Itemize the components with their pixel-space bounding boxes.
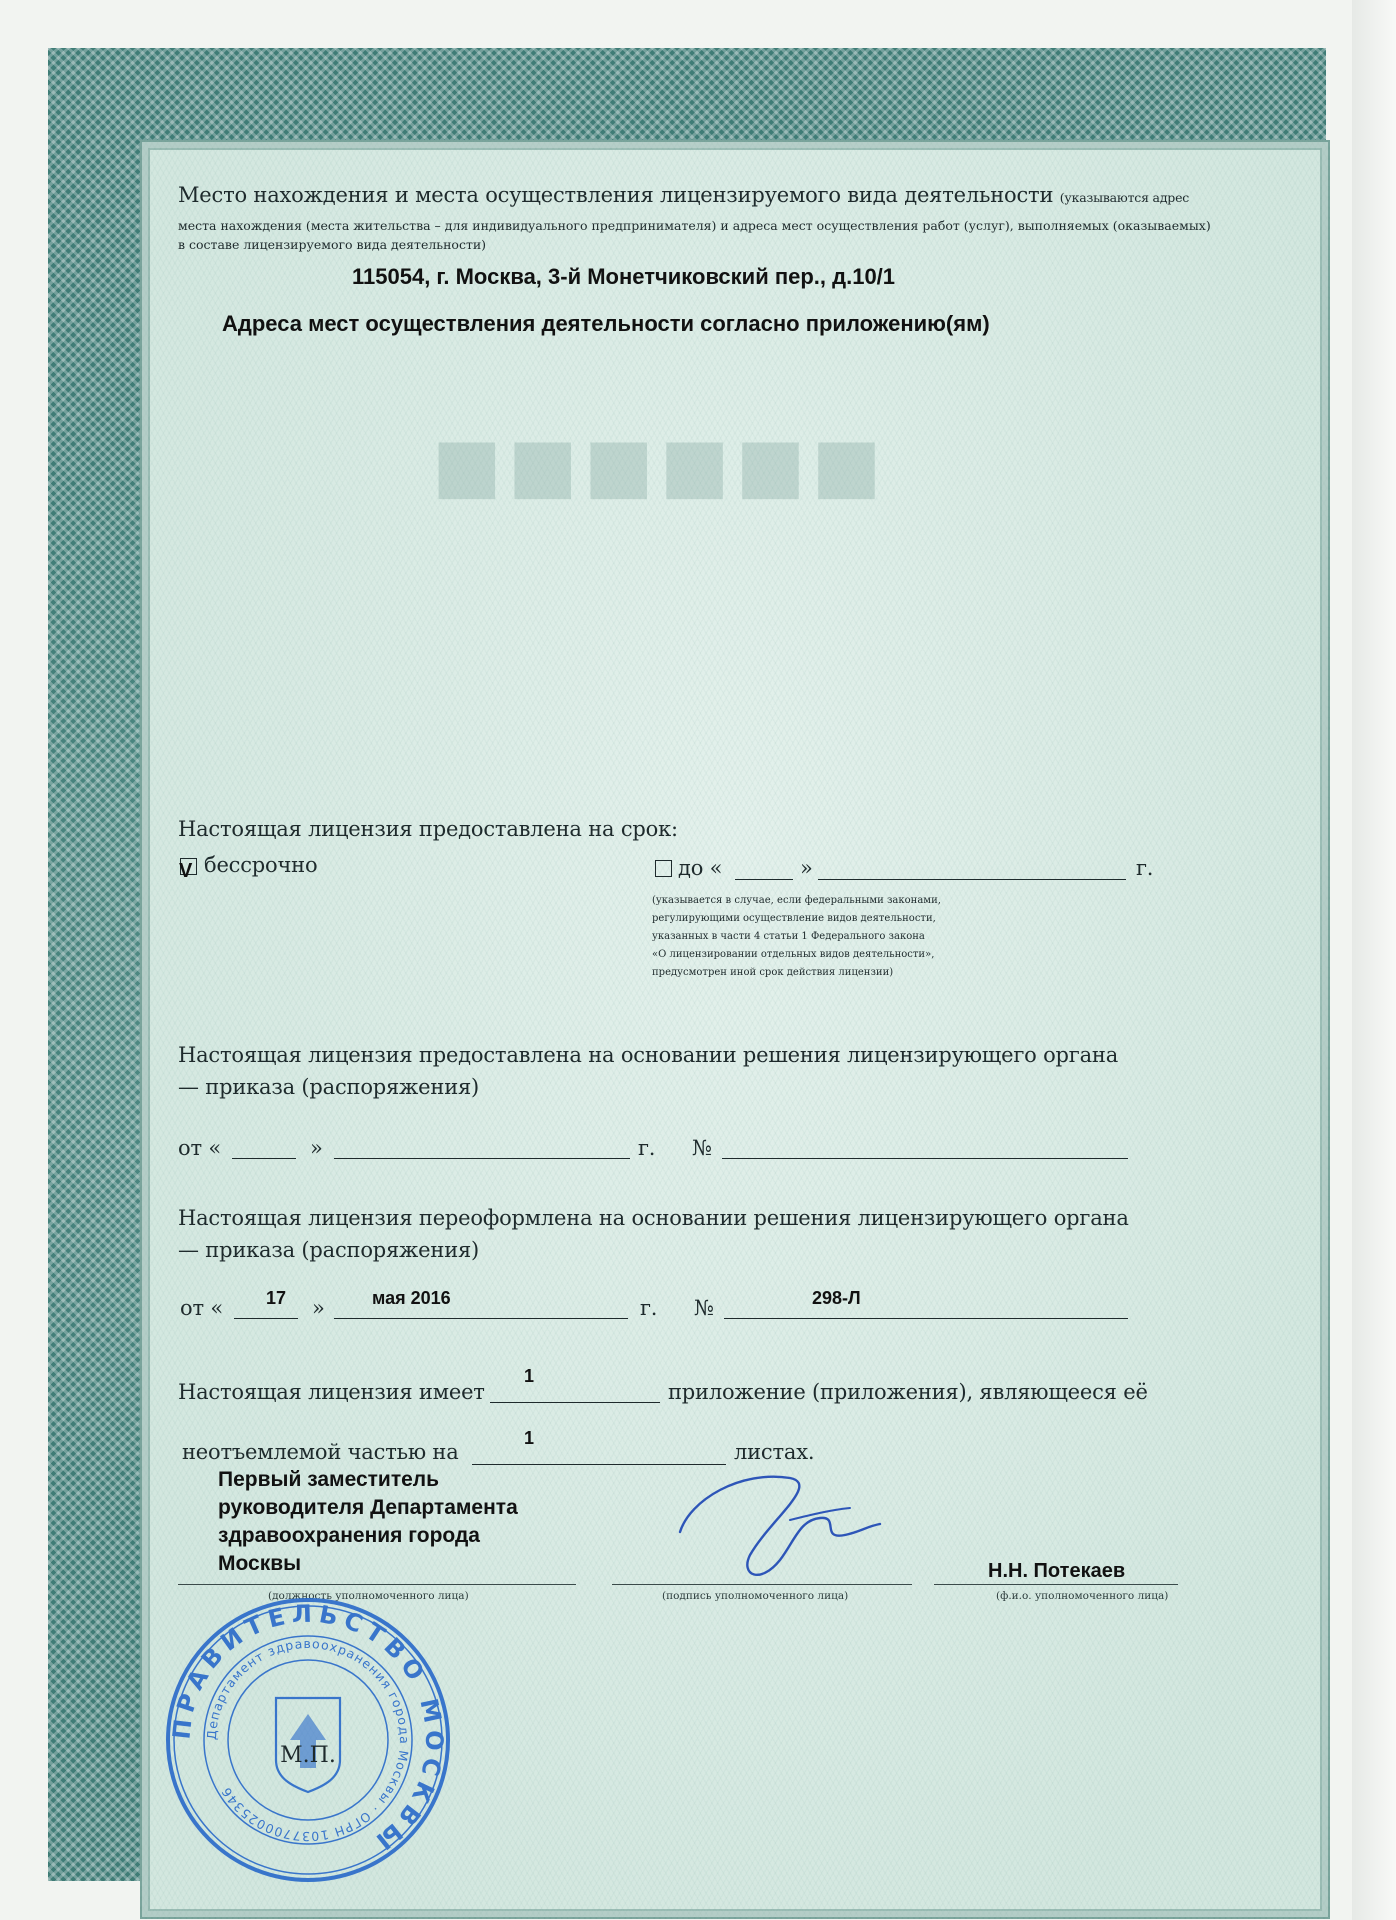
position-caption: (должность уполномоченного лица) <box>268 1590 469 1602</box>
location-note-line: места нахождения (места жительства – для индивидуального предпринимателя) и адреса мест осуществления работ (услуг), выполняемых (оказываемых) <box>178 218 1211 233</box>
stamp-mp-label: М.П. <box>280 1743 336 1768</box>
appendix-line1-prefix: Настоящая лицензия имеет <box>178 1380 485 1404</box>
basis-heading-line2: — приказа (распоряжения) <box>178 1075 480 1099</box>
basis-year-suffix: г. <box>638 1136 656 1160</box>
background-watermark: ■■■■■■ <box>432 422 888 508</box>
location-heading: Место нахождения и места осуществления лицензируемого вида деятельности (указываются адрес <box>178 183 1190 207</box>
reissue-date-line <box>334 1318 628 1319</box>
check-mark: V <box>179 860 193 882</box>
reissue-day-line <box>234 1318 298 1319</box>
page-edge <box>1352 0 1396 1920</box>
until-date-checkbox[interactable] <box>655 860 672 877</box>
basis-from-prefix: от « <box>178 1136 221 1160</box>
reissue-from-mid: » <box>312 1296 325 1320</box>
basis-from-mid: » <box>310 1136 323 1160</box>
signature-caption: (подпись уполномоченного лица) <box>662 1590 849 1602</box>
until-day-line <box>735 879 793 880</box>
signer-name: Н.Н. Потекаев <box>988 1560 1126 1582</box>
until-mid: » <box>800 856 813 880</box>
appendix-line2-suffix: листах. <box>734 1440 815 1464</box>
basis-day-line <box>232 1158 296 1159</box>
signer-position-line: руководителя Департамента <box>218 1496 518 1519</box>
location-note-inline: (указываются адрес <box>1059 190 1190 205</box>
reissue-day: 17 <box>266 1288 287 1308</box>
appendix-count-line <box>490 1402 660 1403</box>
stamp-outer-text: ПРАВИТЕЛЬСТВО МОСКВЫ <box>167 1599 449 1859</box>
term-note-line: «О лицензировании отдельных видов деятельности», <box>652 949 935 960</box>
name-caption: (ф.и.о. уполномоченного лица) <box>996 1590 1169 1602</box>
until-year-suffix: г. <box>1136 856 1154 880</box>
addresses-note: Адреса мест осуществления деятельности согласно приложению(ям) <box>222 311 990 336</box>
reissue-number-line <box>724 1318 1128 1319</box>
basis-number-label: № <box>692 1136 712 1160</box>
position-line <box>178 1584 576 1585</box>
basis-date-line <box>334 1158 630 1159</box>
handwritten-signature <box>670 1460 890 1590</box>
name-line <box>934 1584 1178 1585</box>
reissue-month-year: мая 2016 <box>372 1288 451 1308</box>
reissue-from-prefix: от « <box>180 1296 223 1320</box>
term-note-line: указанных в части 4 статьи 1 Федерального закона <box>652 931 925 942</box>
appendix-line1-suffix: приложение (приложения), являющееся её <box>668 1380 1148 1404</box>
term-note-line: (указывается в случае, если федеральными законами, <box>652 895 941 906</box>
official-stamp <box>158 1590 458 1890</box>
appendix-sheets: 1 <box>524 1428 535 1448</box>
signer-position-line: Первый заместитель <box>218 1468 440 1491</box>
term-note-line: предусмотрен иной срок действия лицензии) <box>652 967 894 978</box>
term-heading: Настоящая лицензия предоставлена на срок: <box>178 817 678 841</box>
until-prefix: до « <box>678 856 723 880</box>
location-note-line: в составе лицензируемого вида деятельности) <box>178 237 487 252</box>
stamp-inner-text: Департамент здравоохранения города Москвы · ОГРН 1037700025346 <box>203 1635 413 1845</box>
term-note-line: регулирующими осуществление видов деятельности, <box>652 913 936 924</box>
basis-heading-line1: Настоящая лицензия предоставлена на основании решения лицензирующего органа <box>178 1043 1119 1067</box>
appendix-line2-prefix: неотъемлемой частью на <box>182 1440 459 1464</box>
basis-number-line <box>722 1158 1128 1159</box>
until-date-line <box>818 879 1126 880</box>
reissue-heading-line1: Настоящая лицензия переоформлена на основании решения лицензирующего органа <box>178 1206 1129 1230</box>
appendix-count: 1 <box>524 1366 535 1386</box>
signer-position-line: Москвы <box>218 1552 302 1575</box>
reissue-year-suffix: г. <box>640 1296 658 1320</box>
location-address: 115054, г. Москва, 3-й Монетчиковский пер., д.10/1 <box>352 264 896 289</box>
reissue-order-number: 298-Л <box>812 1288 861 1308</box>
reissue-number-label: № <box>694 1296 714 1320</box>
reissue-heading-line2: — приказа (распоряжения) <box>178 1238 480 1262</box>
signer-position-line: здравоохранения города <box>218 1524 480 1547</box>
unlimited-label: бессрочно <box>204 853 318 877</box>
